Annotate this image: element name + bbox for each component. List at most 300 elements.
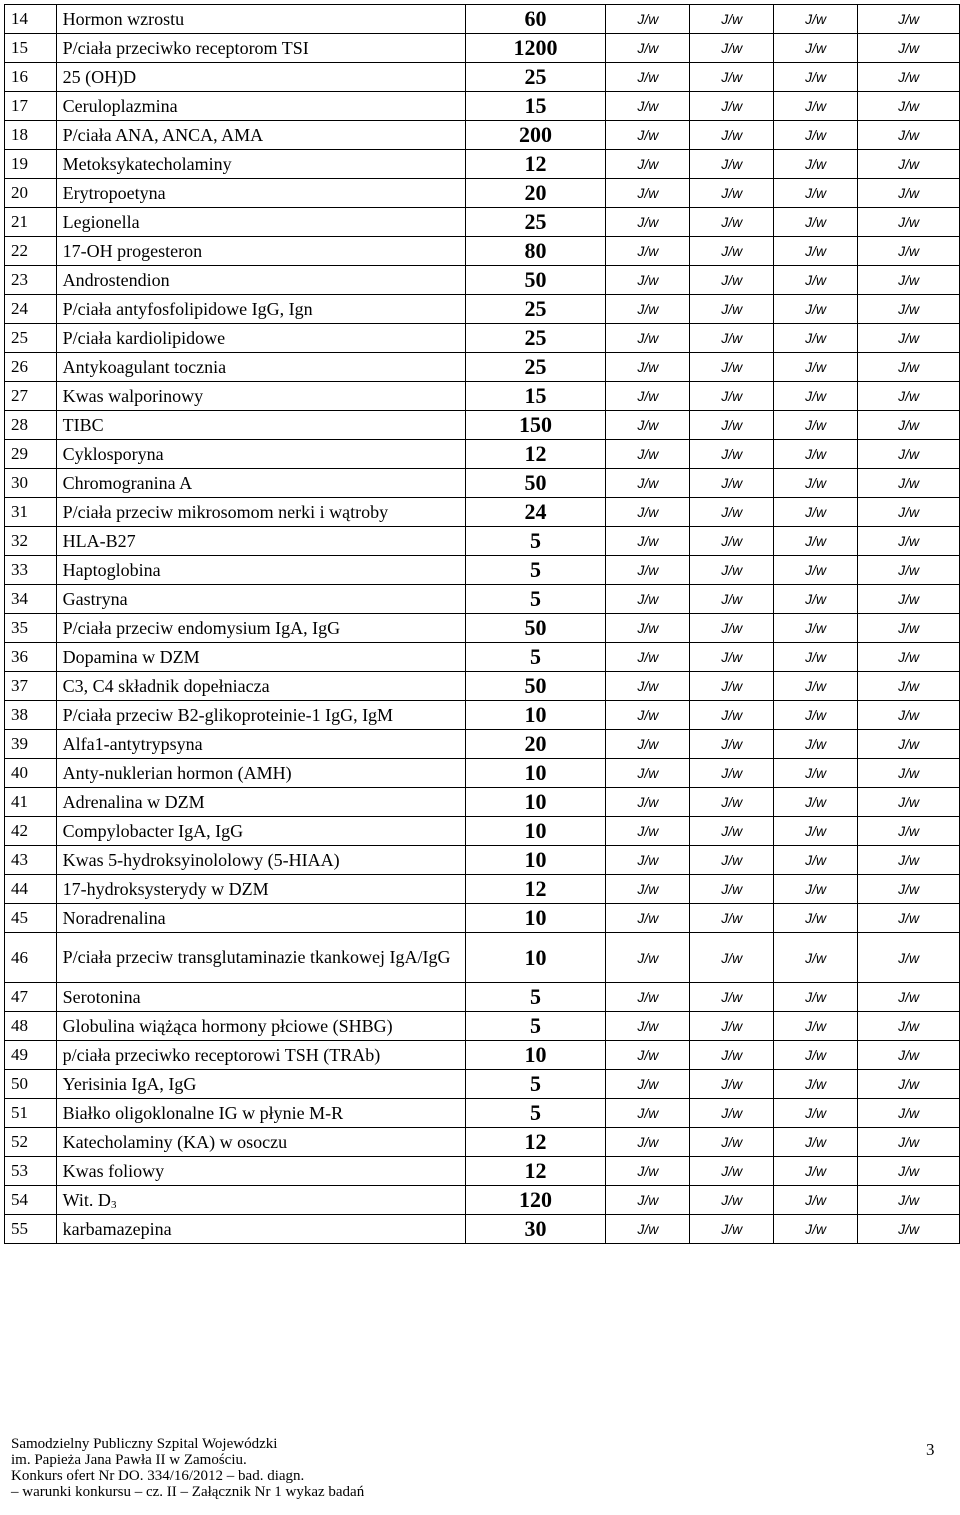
jw-cell: J/w: [774, 585, 858, 614]
row-number: 33: [5, 556, 57, 585]
row-number: 30: [5, 469, 57, 498]
jw-cell: J/w: [774, 556, 858, 585]
jw-cell: J/w: [690, 817, 774, 846]
row-number: 38: [5, 701, 57, 730]
table-row: [5, 469, 960, 498]
jw-cell: J/w: [774, 63, 858, 92]
jw-cell: J/w: [606, 817, 690, 846]
row-number: 16: [5, 63, 57, 92]
row-number: 53: [5, 1157, 57, 1186]
jw-cell: J/w: [858, 759, 960, 788]
table-row: [5, 701, 960, 730]
jw-cell: J/w: [858, 672, 960, 701]
jw-cell: J/w: [606, 34, 690, 63]
row-number: 31: [5, 498, 57, 527]
table-row: [5, 983, 960, 1012]
jw-cell: J/w: [858, 469, 960, 498]
table-row: [5, 208, 960, 237]
jw-cell: J/w: [858, 788, 960, 817]
row-number: 54: [5, 1186, 57, 1215]
table-row: [5, 382, 960, 411]
jw-cell: J/w: [774, 875, 858, 904]
row-number: 45: [5, 904, 57, 933]
test-name-text: P/ciała kardiolipidowe: [62, 327, 226, 348]
jw-cell: J/w: [606, 63, 690, 92]
jw-cell: J/w: [690, 469, 774, 498]
jw-cell: J/w: [774, 353, 858, 382]
jw-cell: J/w: [858, 1186, 960, 1215]
test-quantity: 5: [465, 983, 606, 1012]
test-name: [56, 788, 465, 817]
row-number: 21: [5, 208, 57, 237]
row-number: 34: [5, 585, 57, 614]
jw-cell: J/w: [606, 498, 690, 527]
row-number: 47: [5, 983, 57, 1012]
test-name-text: 17-OH progesteron: [62, 240, 203, 261]
table-row: [5, 1012, 960, 1041]
jw-cell: J/w: [774, 759, 858, 788]
table-row: [5, 411, 960, 440]
test-name: [56, 1041, 465, 1070]
test-quantity: 80: [465, 237, 606, 266]
jw-cell: J/w: [690, 5, 774, 34]
test-name-text: Gastryna: [62, 588, 128, 609]
test-name: [56, 1215, 465, 1244]
jw-cell: J/w: [690, 788, 774, 817]
test-name-text: Antykoagulant tocznia: [62, 356, 227, 377]
test-quantity: 10: [465, 701, 606, 730]
document-footer: [11, 1436, 471, 1500]
jw-cell: J/w: [606, 556, 690, 585]
test-name: [56, 730, 465, 759]
test-quantity: 5: [465, 643, 606, 672]
table-row: [5, 556, 960, 585]
jw-cell: J/w: [690, 527, 774, 556]
test-name: [56, 614, 465, 643]
jw-cell: J/w: [774, 933, 858, 983]
table-row: [5, 614, 960, 643]
jw-cell: J/w: [858, 411, 960, 440]
jw-cell: J/w: [774, 817, 858, 846]
jw-cell: J/w: [690, 1128, 774, 1157]
test-quantity: 24: [465, 498, 606, 527]
jw-cell: J/w: [690, 237, 774, 266]
table-row: [5, 92, 960, 121]
jw-cell: J/w: [690, 266, 774, 295]
jw-cell: J/w: [858, 1157, 960, 1186]
test-name-text: P/ciała przeciw transglutaminazie tkankowej IgA/IgG: [62, 947, 451, 967]
jw-cell: J/w: [774, 237, 858, 266]
jw-cell: J/w: [606, 411, 690, 440]
test-quantity: 10: [465, 1041, 606, 1070]
test-quantity: 10: [465, 788, 606, 817]
row-number: 51: [5, 1099, 57, 1128]
test-quantity: 25: [465, 353, 606, 382]
test-name: [56, 179, 465, 208]
test-name: [56, 208, 465, 237]
test-quantity: 120: [465, 1186, 606, 1215]
jw-cell: J/w: [690, 1070, 774, 1099]
jw-cell: J/w: [774, 614, 858, 643]
table-row: [5, 266, 960, 295]
jw-cell: J/w: [774, 701, 858, 730]
jw-cell: J/w: [606, 295, 690, 324]
jw-cell: J/w: [606, 121, 690, 150]
table-row: [5, 759, 960, 788]
test-name: [56, 121, 465, 150]
table-row: [5, 788, 960, 817]
jw-cell: J/w: [858, 1041, 960, 1070]
jw-cell: J/w: [606, 1099, 690, 1128]
jw-cell: J/w: [858, 1215, 960, 1244]
jw-cell: J/w: [858, 295, 960, 324]
test-name: [56, 672, 465, 701]
jw-cell: J/w: [606, 237, 690, 266]
jw-cell: J/w: [858, 643, 960, 672]
jw-cell: J/w: [774, 904, 858, 933]
jw-cell: J/w: [606, 904, 690, 933]
jw-cell: J/w: [606, 1128, 690, 1157]
jw-cell: J/w: [606, 933, 690, 983]
jw-cell: J/w: [774, 5, 858, 34]
test-name: [56, 1012, 465, 1041]
table-row: [5, 904, 960, 933]
jw-cell: J/w: [774, 324, 858, 353]
jw-cell: J/w: [690, 179, 774, 208]
jw-cell: J/w: [774, 266, 858, 295]
table-row: [5, 237, 960, 266]
jw-cell: J/w: [690, 701, 774, 730]
jw-cell: J/w: [690, 846, 774, 875]
jw-cell: J/w: [690, 1186, 774, 1215]
test-quantity: 20: [465, 179, 606, 208]
jw-cell: J/w: [774, 469, 858, 498]
jw-cell: J/w: [858, 585, 960, 614]
test-quantity: 25: [465, 324, 606, 353]
test-name: [56, 983, 465, 1012]
jw-cell: J/w: [858, 266, 960, 295]
footer-line-1: Samodzielny Publiczny Szpital Wojewódzki: [11, 1436, 278, 1452]
jw-cell: J/w: [858, 556, 960, 585]
test-name: [56, 1070, 465, 1099]
test-quantity: 50: [465, 614, 606, 643]
jw-cell: J/w: [606, 846, 690, 875]
test-quantity: 1200: [465, 34, 606, 63]
jw-cell: J/w: [606, 1070, 690, 1099]
test-name-text: Ceruloplazmina: [62, 95, 178, 116]
footer-line-3: Konkurs ofert Nr DO. 334/16/2012 – bad. diagn.: [11, 1468, 305, 1484]
test-name-text: 17-hydroksysterydy w DZM: [62, 878, 269, 899]
test-name: [56, 1186, 465, 1215]
row-number: 32: [5, 527, 57, 556]
test-quantity: 25: [465, 63, 606, 92]
jw-cell: J/w: [606, 1157, 690, 1186]
test-name-text: Globulina wiążąca hormony płciowe (SHBG): [62, 1015, 393, 1036]
row-number: 28: [5, 411, 57, 440]
table-row: [5, 730, 960, 759]
jw-cell: J/w: [774, 1099, 858, 1128]
table-row: [5, 527, 960, 556]
jw-cell: J/w: [858, 324, 960, 353]
test-quantity: 25: [465, 295, 606, 324]
test-name: [56, 817, 465, 846]
row-number: 40: [5, 759, 57, 788]
test-name-subscript: 3: [110, 1198, 117, 1211]
jw-cell: J/w: [606, 324, 690, 353]
row-number: 27: [5, 382, 57, 411]
table-row: [5, 353, 960, 382]
table-row: [5, 63, 960, 92]
test-quantity: 60: [465, 5, 606, 34]
jw-cell: J/w: [858, 34, 960, 63]
test-name: [56, 1157, 465, 1186]
test-name: [56, 933, 465, 983]
jw-cell: J/w: [774, 643, 858, 672]
row-number: 15: [5, 34, 57, 63]
table-row: [5, 1128, 960, 1157]
test-name: [56, 34, 465, 63]
jw-cell: J/w: [774, 1215, 858, 1244]
jw-cell: J/w: [606, 5, 690, 34]
test-quantity: 10: [465, 846, 606, 875]
test-name: [56, 469, 465, 498]
jw-cell: J/w: [858, 353, 960, 382]
jw-cell: J/w: [774, 672, 858, 701]
row-number: 50: [5, 1070, 57, 1099]
jw-cell: J/w: [690, 34, 774, 63]
test-quantity: 12: [465, 875, 606, 904]
jw-cell: J/w: [606, 788, 690, 817]
row-number: 19: [5, 150, 57, 179]
test-name: [56, 440, 465, 469]
jw-cell: J/w: [606, 730, 690, 759]
jw-cell: J/w: [606, 614, 690, 643]
table-row: [5, 1070, 960, 1099]
jw-cell: J/w: [606, 875, 690, 904]
jw-cell: J/w: [858, 498, 960, 527]
row-number: 43: [5, 846, 57, 875]
jw-cell: J/w: [774, 411, 858, 440]
row-number: 37: [5, 672, 57, 701]
test-name: [56, 904, 465, 933]
jw-cell: J/w: [774, 121, 858, 150]
test-name-text: Hormon wzrostu: [62, 8, 185, 29]
jw-cell: J/w: [858, 382, 960, 411]
jw-cell: J/w: [858, 614, 960, 643]
table-row: [5, 846, 960, 875]
jw-cell: J/w: [606, 585, 690, 614]
jw-cell: J/w: [606, 179, 690, 208]
jw-cell: J/w: [606, 527, 690, 556]
jw-cell: J/w: [858, 875, 960, 904]
test-name-text: P/ciała przeciw B2-glikoproteinie-1 IgG, IgM: [62, 704, 394, 725]
test-name-text: Noradrenalina: [62, 907, 166, 928]
test-name: [56, 324, 465, 353]
table-row: [5, 498, 960, 527]
test-name-text: Metoksykatecholaminy: [62, 153, 232, 174]
jw-cell: J/w: [774, 382, 858, 411]
jw-cell: J/w: [774, 498, 858, 527]
test-name: [56, 875, 465, 904]
table-row: [5, 1215, 960, 1244]
tests-table: [4, 4, 960, 1244]
row-number: 46: [5, 933, 57, 983]
jw-cell: J/w: [774, 846, 858, 875]
test-name-text: P/ciała ANA, ANCA, AMA: [62, 124, 264, 145]
jw-cell: J/w: [858, 121, 960, 150]
jw-cell: J/w: [690, 498, 774, 527]
test-name-text: Białko oligoklonalne IG w płynie M-R: [62, 1102, 344, 1123]
table-row: [5, 1099, 960, 1128]
footer-line-4: – warunki konkursu – cz. II – Załącznik Nr 1 wykaz badań: [11, 1484, 365, 1500]
table-row: [5, 34, 960, 63]
jw-cell: J/w: [690, 295, 774, 324]
test-quantity: 12: [465, 440, 606, 469]
jw-cell: J/w: [690, 150, 774, 179]
table-row: [5, 295, 960, 324]
test-name: [56, 759, 465, 788]
row-number: 17: [5, 92, 57, 121]
test-quantity: 50: [465, 672, 606, 701]
table-row: [5, 643, 960, 672]
jw-cell: J/w: [858, 92, 960, 121]
test-name-text: Legionella: [62, 211, 140, 232]
jw-cell: J/w: [606, 643, 690, 672]
test-name-text: Androstendion: [62, 269, 170, 290]
jw-cell: J/w: [774, 34, 858, 63]
test-name-text: Serotonina: [62, 986, 141, 1007]
table-row: [5, 1041, 960, 1070]
row-number: 29: [5, 440, 57, 469]
test-name-text: Yerisinia IgA, IgG: [62, 1073, 197, 1094]
jw-cell: J/w: [690, 933, 774, 983]
test-name: [56, 353, 465, 382]
jw-cell: J/w: [690, 1099, 774, 1128]
jw-cell: J/w: [606, 266, 690, 295]
jw-cell: J/w: [858, 933, 960, 983]
jw-cell: J/w: [606, 1012, 690, 1041]
test-name-text: Dopamina w DZM: [62, 646, 200, 667]
jw-cell: J/w: [774, 1128, 858, 1157]
test-name: [56, 556, 465, 585]
jw-cell: J/w: [858, 1128, 960, 1157]
jw-cell: J/w: [774, 1012, 858, 1041]
test-name-text: Alfa1-antytrypsyna: [62, 733, 203, 754]
row-number: 44: [5, 875, 57, 904]
row-number: 26: [5, 353, 57, 382]
test-quantity: 10: [465, 759, 606, 788]
jw-cell: J/w: [774, 208, 858, 237]
test-name-text: P/ciała przeciwko receptorom TSI: [62, 37, 309, 58]
test-quantity: 50: [465, 469, 606, 498]
jw-cell: J/w: [690, 1012, 774, 1041]
jw-cell: J/w: [858, 63, 960, 92]
test-name: [56, 701, 465, 730]
jw-cell: J/w: [774, 150, 858, 179]
jw-cell: J/w: [690, 904, 774, 933]
jw-cell: J/w: [774, 1157, 858, 1186]
test-name-text: HLA-B27: [62, 530, 136, 551]
test-quantity: 10: [465, 904, 606, 933]
jw-cell: J/w: [690, 759, 774, 788]
row-number: 23: [5, 266, 57, 295]
jw-cell: J/w: [858, 179, 960, 208]
jw-cell: J/w: [690, 1157, 774, 1186]
test-name-text: Haptoglobina: [62, 559, 161, 580]
row-number: 25: [5, 324, 57, 353]
page-number: 3: [926, 1440, 935, 1459]
jw-cell: J/w: [858, 150, 960, 179]
jw-cell: J/w: [774, 179, 858, 208]
row-number: 55: [5, 1215, 57, 1244]
test-name-text: p/ciała przeciwko receptorowi TSH (TRAb): [62, 1044, 381, 1065]
jw-cell: J/w: [606, 382, 690, 411]
test-name-text: Erytropoetyna: [62, 182, 166, 203]
test-quantity: 5: [465, 556, 606, 585]
test-name: [56, 498, 465, 527]
test-quantity: 10: [465, 933, 606, 983]
jw-cell: J/w: [690, 672, 774, 701]
test-name: [56, 643, 465, 672]
table-row: [5, 150, 960, 179]
test-quantity: 15: [465, 92, 606, 121]
test-quantity: 12: [465, 1128, 606, 1157]
table-row: [5, 875, 960, 904]
jw-cell: J/w: [774, 1041, 858, 1070]
test-quantity: 5: [465, 585, 606, 614]
test-name-text: C3, C4 składnik dopełniacza: [62, 675, 270, 696]
jw-cell: J/w: [858, 846, 960, 875]
table-row: [5, 817, 960, 846]
table-row: [5, 179, 960, 208]
table-row: [5, 440, 960, 469]
jw-cell: J/w: [606, 208, 690, 237]
jw-cell: J/w: [690, 411, 774, 440]
jw-cell: J/w: [690, 63, 774, 92]
test-name-text: Compylobacter IgA, IgG: [62, 820, 244, 841]
jw-cell: J/w: [606, 983, 690, 1012]
test-name: [56, 527, 465, 556]
test-name: [56, 5, 465, 34]
table-row: [5, 672, 960, 701]
jw-cell: J/w: [690, 730, 774, 759]
test-name: [56, 411, 465, 440]
jw-cell: J/w: [606, 353, 690, 382]
test-name-text: Chromogranina A: [62, 472, 193, 493]
jw-cell: J/w: [606, 150, 690, 179]
jw-cell: J/w: [774, 1186, 858, 1215]
table-row: [5, 5, 960, 34]
row-number: 48: [5, 1012, 57, 1041]
jw-cell: J/w: [858, 730, 960, 759]
table-row: [5, 585, 960, 614]
jw-cell: J/w: [606, 701, 690, 730]
test-quantity: 20: [465, 730, 606, 759]
jw-cell: J/w: [690, 585, 774, 614]
test-name-text: karbamazepina: [62, 1218, 172, 1239]
jw-cell: J/w: [858, 237, 960, 266]
test-name: [56, 846, 465, 875]
tests-table-body: [5, 5, 960, 1244]
jw-cell: J/w: [690, 121, 774, 150]
row-number: 35: [5, 614, 57, 643]
row-number: 24: [5, 295, 57, 324]
test-quantity: 5: [465, 1012, 606, 1041]
jw-cell: J/w: [690, 875, 774, 904]
jw-cell: J/w: [690, 440, 774, 469]
test-quantity: 5: [465, 527, 606, 556]
test-quantity: 50: [465, 266, 606, 295]
